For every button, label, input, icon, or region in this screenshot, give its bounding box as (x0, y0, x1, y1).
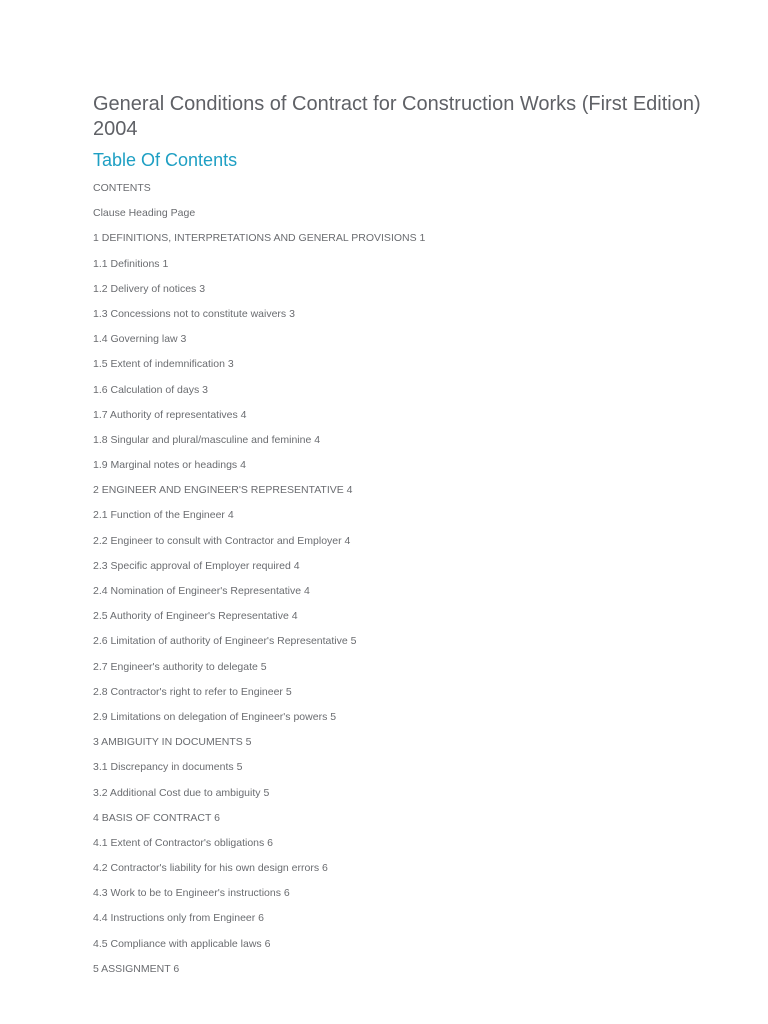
toc-line: 3.2 Additional Cost due to ambiguity 5 (93, 786, 270, 799)
toc-line: 4.3 Work to be to Engineer's instructions 6 (93, 887, 290, 900)
toc-line: 4.1 Extent of Contractor's obligations 6 (93, 836, 274, 849)
toc-line: 1 DEFINITIONS, INTERPRETATIONS AND GENERAL PROVISIONS 1 (93, 232, 426, 245)
toc-line: 5 ASSIGNMENT 6 (93, 962, 180, 975)
toc-line: 2.3 Specific approval of Employer required 4 (93, 559, 300, 572)
toc-list (93, 182, 425, 988)
toc-line: 3.1 Discrepancy in documents 5 (93, 761, 243, 774)
toc-line: 1.3 Concessions not to constitute waivers 3 (93, 307, 295, 320)
toc-line: 1.7 Authority of representatives 4 (93, 408, 247, 421)
toc-line: 2.8 Contractor's right to refer to Engineer 5 (93, 685, 292, 698)
document-title: General Conditions of Contract for Construction Works (First Edition) 2004 (93, 93, 701, 140)
toc-line: 1.6 Calculation of days 3 (93, 383, 208, 396)
toc-line: CONTENTS (93, 182, 151, 194)
toc-line: 2.5 Authority of Engineer's Representative 4 (93, 610, 298, 623)
toc-line: 2.9 Limitations on delegation of Engineer's powers 5 (93, 710, 337, 723)
toc-line: 2.1 Function of the Engineer 4 (93, 509, 234, 522)
toc-line: 1.5 Extent of indemnification 3 (93, 358, 234, 371)
toc-line: 2 ENGINEER AND ENGINEER'S REPRESENTATIVE 4 (93, 484, 353, 497)
toc-line: 4.5 Compliance with applicable laws 6 (93, 937, 271, 950)
toc-line: 1.1 Definitions 1 (93, 257, 169, 270)
toc-line: 1.9 Marginal notes or headings 4 (93, 459, 246, 472)
toc-line: 2.7 Engineer's authority to delegate 5 (93, 660, 267, 673)
toc-line: 4 BASIS OF CONTRACT 6 (93, 811, 220, 824)
toc-line: 1.4 Governing law 3 (93, 333, 187, 346)
toc-line: 4.2 Contractor's liability for his own design errors 6 (93, 862, 328, 875)
toc-line: 4.4 Instructions only from Engineer 6 (93, 912, 265, 925)
toc-line: 2.6 Limitation of authority of Engineer's Representative 5 (93, 635, 357, 648)
toc-line: 1.2 Delivery of notices 3 (93, 282, 206, 295)
toc-line: 1.8 Singular and plural/masculine and feminine 4 (93, 433, 321, 446)
toc-line: Clause Heading Page (93, 207, 196, 220)
toc-line: 2.2 Engineer to consult with Contractor and Employer 4 (93, 534, 351, 547)
table-of-contents-heading: Table Of Contents (93, 150, 238, 170)
toc-line: 2.4 Nomination of Engineer's Representative 4 (93, 585, 310, 597)
toc-line: 3 AMBIGUITY IN DOCUMENTS 5 (93, 736, 252, 749)
